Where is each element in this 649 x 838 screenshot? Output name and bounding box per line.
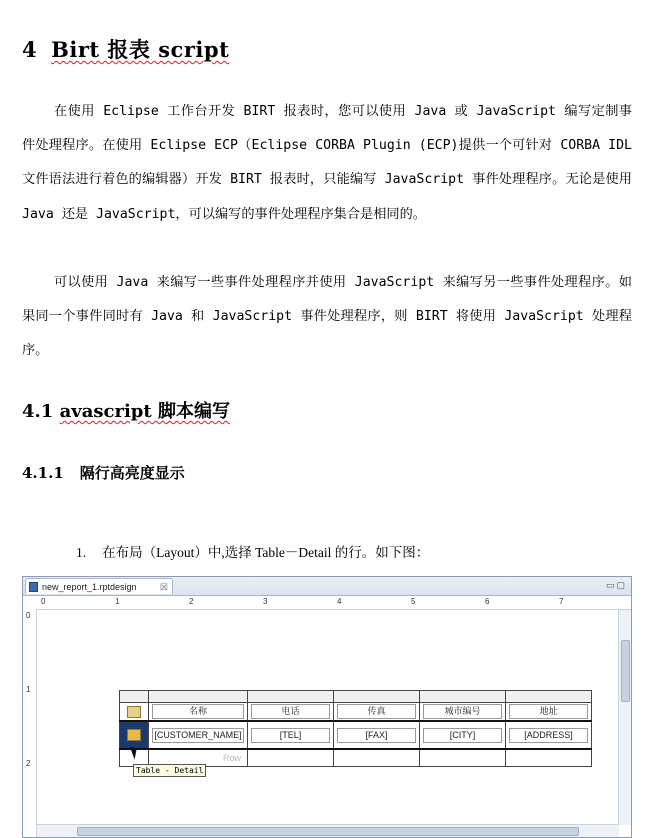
heading-text: Birt 报表 script — [51, 37, 230, 62]
ruler-mark: 4 — [337, 597, 342, 606]
heading-number: 4 — [22, 37, 38, 62]
ruler-mark: 2 — [26, 759, 31, 768]
ruler-mark: 3 — [263, 597, 268, 606]
header-label: 地址 — [509, 704, 588, 719]
table-icon — [127, 706, 141, 718]
step-1 — [76, 541, 429, 561]
layout-canvas[interactable] — [37, 610, 617, 825]
detail-cell[interactable] — [149, 721, 248, 749]
step-text: 在布局（Layout）中,选择 Table－Detail 的行。如下图： — [102, 545, 430, 560]
table-detail-row[interactable] — [120, 721, 592, 749]
vertical-ruler — [23, 609, 37, 837]
ruler-mark: 7 — [559, 597, 564, 606]
header-cell[interactable] — [420, 703, 506, 722]
eclipse-report-screenshot — [22, 576, 632, 838]
close-icon[interactable]: ☒ — [159, 582, 168, 592]
horizontal-ruler — [37, 596, 631, 610]
detail-cell[interactable] — [334, 721, 420, 749]
heading-number: 4.1.1 — [22, 464, 64, 482]
report-table[interactable] — [119, 690, 592, 767]
editor-tab-bar — [23, 577, 631, 596]
detail-field: [FAX] — [337, 728, 416, 743]
table-header-row[interactable] — [120, 703, 592, 722]
footer-cell[interactable] — [248, 749, 334, 767]
footer-cell[interactable] — [506, 749, 592, 767]
window-buttons[interactable]: ▭▢ — [605, 580, 627, 590]
ruler-mark: 0 — [26, 611, 31, 620]
row-handle[interactable] — [120, 703, 149, 722]
step-number: 1. — [76, 545, 87, 560]
header-label: 传真 — [337, 704, 416, 719]
heading-text: 隔行高亮度显示 — [79, 464, 185, 482]
ruler-mark: 1 — [26, 685, 31, 694]
tooltip: Table - Detail — [133, 764, 206, 777]
header-cell[interactable] — [149, 703, 248, 722]
footer-cell[interactable] — [334, 749, 420, 767]
header-label: 名称 — [152, 704, 244, 719]
detail-cell[interactable] — [248, 721, 334, 749]
heading-number: 4.1 — [22, 401, 54, 422]
ruler-mark: 2 — [189, 597, 194, 606]
vertical-scrollbar[interactable] — [618, 610, 631, 825]
report-file-icon — [29, 582, 38, 592]
table-row — [120, 691, 592, 703]
detail-field: [ADDRESS] — [509, 728, 588, 743]
detail-field: [CITY] — [423, 728, 502, 743]
footer-hint: Row — [149, 749, 248, 767]
header-cell[interactable] — [334, 703, 420, 722]
section-heading-4 — [22, 34, 229, 64]
row-icon — [127, 729, 141, 741]
paragraph-intro: 在使用 Eclipse 工作台开发 BIRT 报表时，您可以使用 Java 或 JavaScript 编写定制事件处理程序。在使用 Eclipse ECP（Eclipse CORBA Plugin (ECP)提供一个可针对 CORBA IDL 文件语法进行着色的编辑器）开发 BIRT 报表时，只能编写 JavaScript 事件处理程序。无论是使用 Java 还是 JavaScript，可以编写的事件处理程序集合是相同的。 — [22, 104, 632, 222]
ruler-mark: 0 — [41, 597, 46, 606]
detail-cell[interactable] — [420, 721, 506, 749]
horizontal-scrollbar[interactable] — [37, 824, 619, 837]
footer-cell[interactable] — [420, 749, 506, 767]
editor-tab[interactable] — [25, 578, 173, 594]
header-cell[interactable] — [248, 703, 334, 722]
ruler-mark: 1 — [115, 597, 120, 606]
heading-text: avascript 脚本编写 — [59, 401, 230, 422]
paragraph-mixed-handlers: 可以使用 Java 来编写一些事件处理程序并使用 JavaScript 来编写另一些事件处理程序。如果同一个事件同时有 Java 和 JavaScript 事件处理程序，则 BIRT 将使用 JavaScript 处理程序。 — [22, 275, 632, 359]
ruler-mark: 5 — [411, 597, 416, 606]
section-heading-4-1 — [22, 397, 230, 423]
scroll-thumb[interactable] — [77, 827, 579, 836]
header-label: 电话 — [251, 704, 330, 719]
section-heading-4-1-1 — [22, 462, 185, 483]
detail-cell[interactable] — [506, 721, 592, 749]
editor-tab-label: new_report_1.rptdesign — [42, 582, 137, 592]
ruler-mark: 6 — [485, 597, 490, 606]
header-cell[interactable] — [506, 703, 592, 722]
scroll-thumb[interactable] — [621, 640, 630, 702]
detail-field: [TEL] — [251, 728, 330, 743]
header-label: 城市编号 — [423, 704, 502, 719]
detail-field: [CUSTOMER_NAME] — [152, 728, 244, 743]
